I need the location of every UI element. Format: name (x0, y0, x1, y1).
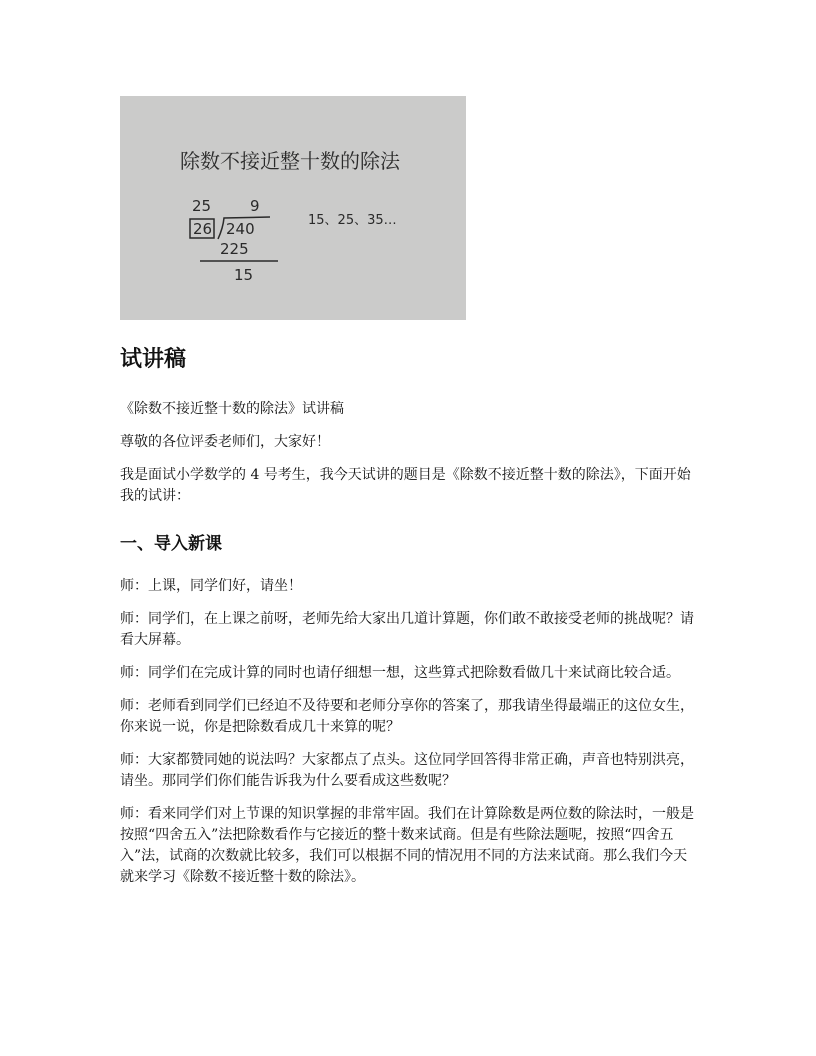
photo-divisor: 26 (193, 220, 213, 238)
photo-dividend: 240 (226, 220, 255, 238)
intro-title-line: 《除数不接近整十数的除法》试讲稿 (120, 401, 344, 417)
doc-title: 试讲稿 (120, 347, 187, 372)
paragraph: 师：同学们，在上课之前呀，老师先给大家出几道计算题，你们敢不敢接受老师的挑战呢？请看大屏幕。 (120, 611, 694, 648)
handwritten-photo (120, 96, 466, 320)
photo-product: 225 (220, 240, 249, 258)
photo-side-note: 15、25、35… (308, 213, 397, 228)
photo-canvas (120, 96, 466, 320)
paragraph: 师：同学们在完成计算的同时也请仔细想一想，这些算式把除数看做几十来试商比较合适。 (120, 665, 680, 681)
photo-quotient-estimate: 25 (192, 197, 212, 215)
paragraph: 师：看来同学们对上节课的知识掌握的非常牢固。我们在计算除数是两位数的除法时，一般是按照“四舍五入”法把除数看作与它接近的整十数来试商。但是有些除法题呢，按照“四舍五入”法，试商的次数就比较多，我们可以根据不同的情况用不同的方法来试商。那么我们今天就来学习《除数不接近整十数的除法》。 (120, 806, 694, 885)
paragraph: 师：老师看到同学们已经迫不及待要和老师分享你的答案了，那我请坐得最端正的这位女生，你来说一说，你是把除数看成几十来算的呢？ (120, 698, 694, 735)
photo-title: 除数不接近整十数的除法 (180, 149, 400, 173)
paragraph: 师：大家都赞同她的说法吗？大家都点了点头。这位同学回答得非常正确，声音也特别洪亮，请坐。那同学们你们能告诉我为什么要看成这些数呢？ (120, 752, 694, 789)
document-page (120, 96, 698, 888)
intro-greeting: 尊敬的各位评委老师们，大家好！ (120, 434, 330, 450)
section-heading: 一、导入新课 (120, 534, 222, 554)
intro-self-introduction: 我是面试小学数学的 4 号考生，我今天试讲的题目是《除数不接近整十数的除法》，下面开始我的试讲： (120, 467, 691, 504)
photo-quotient: 9 (250, 197, 260, 215)
photo-remainder: 15 (234, 266, 254, 284)
paragraph: 师：上课，同学们好，请坐！ (120, 578, 302, 594)
